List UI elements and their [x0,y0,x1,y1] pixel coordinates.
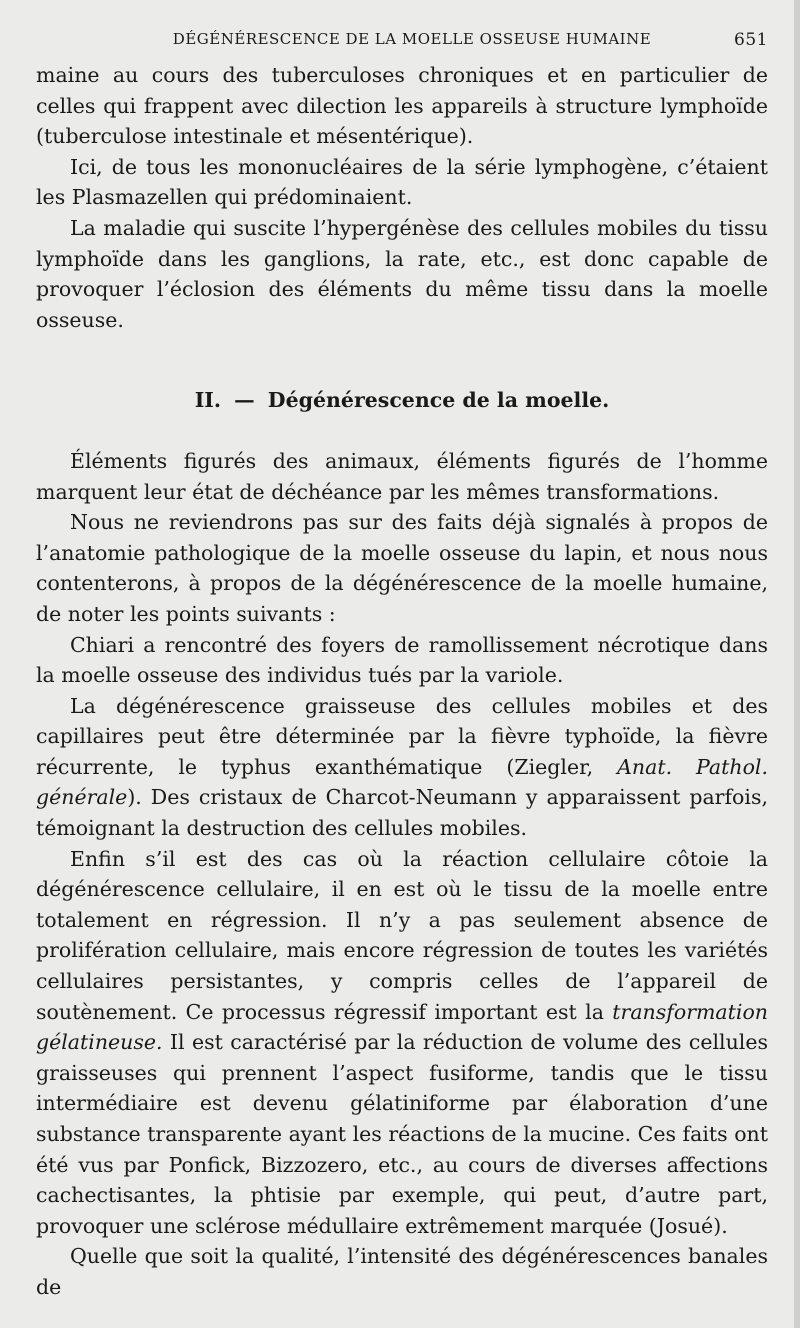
italic-term: transformation gélatineuse. [36,999,768,1055]
text-run: Il est caractérisé par la réduction de volume des cellules graisseuses qui prennent l’aspect fusiforme, tandis que le tissu intermédiaire est devenu gélatiniforme par élaboration d’une substance transparente ayant les réactions de la mucine. Ces faits ont été vus par Ponfick, Bizzozero, etc., au cours de diverses affections cachectisantes, la phtisie par exemple, qui peut, d’autre part, provoquer une sclérose médullaire extrêmement marquée (Josué). [36,1030,768,1238]
paragraph: maine au cours des tuberculoses chroniques et en particulier de celles qui frappent avec dilection les appareils à structure lymphoïde (tuberculose intestinale et mésentérique). [36,63,768,149]
paragraph: Quelle que soit la qualité, l’intensité des dégénérescences banales de [36,1244,768,1299]
section-dash: — [234,388,255,413]
italic-citation: Anat. Pathol. générale [36,754,769,810]
paragraph: Nous ne reviendrons pas sur des faits déjà signalés à propos de l’anatomie pathologique de la moelle osseuse du lapin, et nous nous contenterons, à propos de la dégénérescence de la moelle humaine, de noter les points suivants : [36,510,768,626]
section-title: Dégénérescence de la moelle. [267,388,610,413]
page-edge-shadow [794,0,800,1328]
paragraph: La maladie qui suscite l’hypergénèse des cellules mobiles du tissu lymphoïde dans les ganglions, la rate, etc., est donc capable de provoquer l’éclosion des éléments du même tissu dans la moelle osseuse. [36,215,768,332]
page-number: 651 [734,30,768,50]
section-number: II. [194,388,222,413]
text-run: ). Des cristaux de Charcot-Neumann y apparaissent parfois, témoignant la destruction des cellules mobiles. [36,785,768,841]
section-heading [36,385,768,416]
paragraph [36,691,768,844]
paragraph: Chiari a rencontré des foyers de ramollissement nécrotique dans la moelle osseuse des individus tués par la variole. [36,632,768,688]
paragraph [36,844,768,1242]
text-run: La dégénérescence graisseuse des cellules mobiles et des capillaires peut être déterminée par la fièvre typhoïde, la fièvre récurrente, le typhus exanthématique (Ziegler, [36,693,768,779]
running-title: DÉGÉNÉRESCENCE DE LA MOELLE OSSEUSE HUMAINE [172,30,652,48]
paragraph: Éléments figurés des animaux, éléments figurés de l’homme marquent leur état de déchéance par les mêmes transformations. [36,448,768,504]
body-text [36,60,768,1303]
text-run: Enfin s’il est des cas où la réaction cellulaire côtoie la dégénérescence cellulaire, il en est où le tissu de la moelle entre totalement en régression. Il n’y a pas seulement absence de prolifération cellulaire, mais encore régression de toutes les variétés cellulaires persistantes, y compris celles de l’appareil de soutènement. Ce processus régressif important est la [36,846,768,1024]
running-header [36,30,768,60]
paragraph: Ici, de tous les mononucléaires de la série lymphogène, c’étaient les Plasmazellen qui prédominaient. [36,154,768,210]
